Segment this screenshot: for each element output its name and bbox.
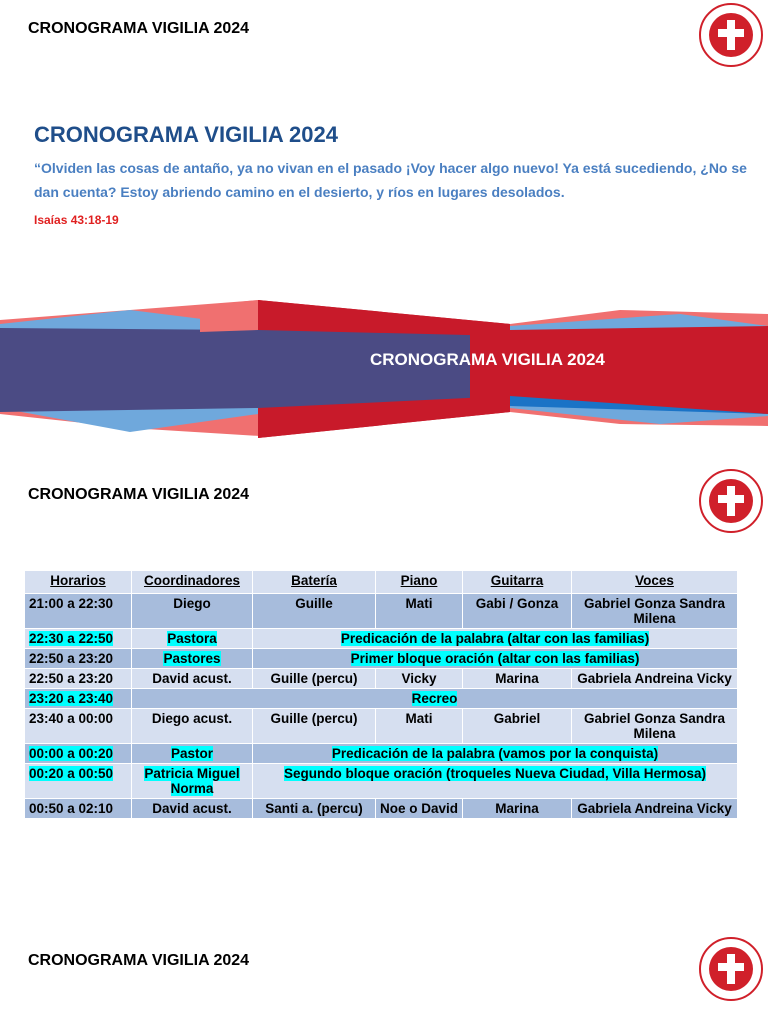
cross-logo-icon [698,468,764,534]
drums-cell: Guille [253,594,376,629]
guitar-cell: Gabriel [463,709,572,744]
time-cell [25,744,132,764]
page-header-title: CRONOGRAMA VIGILIA 2024 [28,486,250,503]
table-row [25,799,738,819]
coordinator-cell: David acust. [132,799,253,819]
column-header: Piano [376,571,463,594]
coordinator-cell [132,764,253,799]
time-cell: 00:50 a 02:10 [25,799,132,819]
cross-logo-icon [698,936,764,1002]
vocals-cell: Gabriela Andreina Vicky [572,799,738,819]
column-header: Voces [572,571,738,594]
time-cell [25,629,132,649]
table-row [25,669,738,689]
piano-cell: Mati [376,594,463,629]
highlighted-text: Segundo bloque oración (troqueles Nueva Ciudad, Villa Hermosa) [283,766,707,781]
column-header: Batería [253,571,376,594]
guitar-cell: Gabi / Gonza [463,594,572,629]
highlighted-text: 22:30 a 22:50 [29,631,114,646]
piano-cell: Mati [376,709,463,744]
coordinator-cell [132,629,253,649]
table-row [25,689,738,709]
highlighted-text: Predicación de la palabra (vamos por la conquista) [331,746,659,761]
table-header-row [25,571,738,594]
highlighted-text: 00:00 a 00:20 [29,746,114,761]
time-cell [25,764,132,799]
coordinator-cell: Diego acust. [132,709,253,744]
bible-reference: Isaías 43:18-19 [34,213,119,227]
drums-cell: Santi a. (percu) [253,799,376,819]
bible-quote: “Olviden las cosas de antaño, ya no vivan en el pasado ¡Voy hacer algo nuevo! Ya está sucediendo, ¿No se dan cuenta? Estoy abriendo camino en el desierto, y ríos en lugares desolados. [34,160,747,200]
drums-cell: Guille (percu) [253,669,376,689]
column-header: Horarios [25,571,132,594]
table-row [25,764,738,799]
highlighted-text: Patricia Miguel Norma [144,766,240,796]
time-cell: 23:40 a 00:00 [25,709,132,744]
highlighted-text: Primer bloque oración (altar con las familias) [350,651,640,666]
highlighted-text: 00:20 a 00:50 [29,766,114,781]
guitar-cell: Marina [463,669,572,689]
guitar-cell: Marina [463,799,572,819]
vocals-cell: Gabriel Gonza Sandra Milena [572,709,738,744]
coordinator-cell [132,744,253,764]
activity-cell [253,744,738,764]
time-cell [25,689,132,709]
activity-cell [253,649,738,669]
piano-cell: Noe o David [376,799,463,819]
activity-cell [132,689,738,709]
column-header: Coordinadores [132,571,253,594]
drums-cell: Guille (percu) [253,709,376,744]
table-row [25,649,738,669]
table-row [25,629,738,649]
piano-cell: Vicky [376,669,463,689]
time-cell: 22:50 a 23:20 [25,669,132,689]
vocals-cell: Gabriel Gonza Sandra Milena [572,594,738,629]
table-row [25,594,738,629]
time-cell: 22:50 a 23:20 [25,649,132,669]
coordinator-cell: Diego [132,594,253,629]
coordinator-cell: David acust. [132,669,253,689]
highlighted-text: Recreo [411,691,458,706]
activity-cell [253,629,738,649]
banner-title: CRONOGRAMA VIGILIA 2024 [370,350,605,369]
highlighted-text: Pastor [170,746,214,761]
coordinator-cell [132,649,253,669]
time-cell: 21:00 a 22:30 [25,594,132,629]
page-header-title: CRONOGRAMA VIGILIA 2024 [28,952,250,969]
column-header: Guitarra [463,571,572,594]
table-row [25,744,738,764]
vocals-cell: Gabriela Andreina Vicky [572,669,738,689]
cross-logo-icon [698,2,764,68]
highlighted-text: Predicación de la palabra (altar con las familias) [340,631,650,646]
highlighted-text: Pastora [167,631,217,646]
table-row [25,709,738,744]
highlighted-text: 23:20 a 23:40 [29,691,114,706]
schedule-table [24,570,738,819]
main-title: CRONOGRAMA VIGILIA 2024 [34,122,338,147]
page-header-title: CRONOGRAMA VIGILIA 2024 [28,20,250,37]
highlighted-text: Pastores [163,651,221,666]
activity-cell [253,764,738,799]
